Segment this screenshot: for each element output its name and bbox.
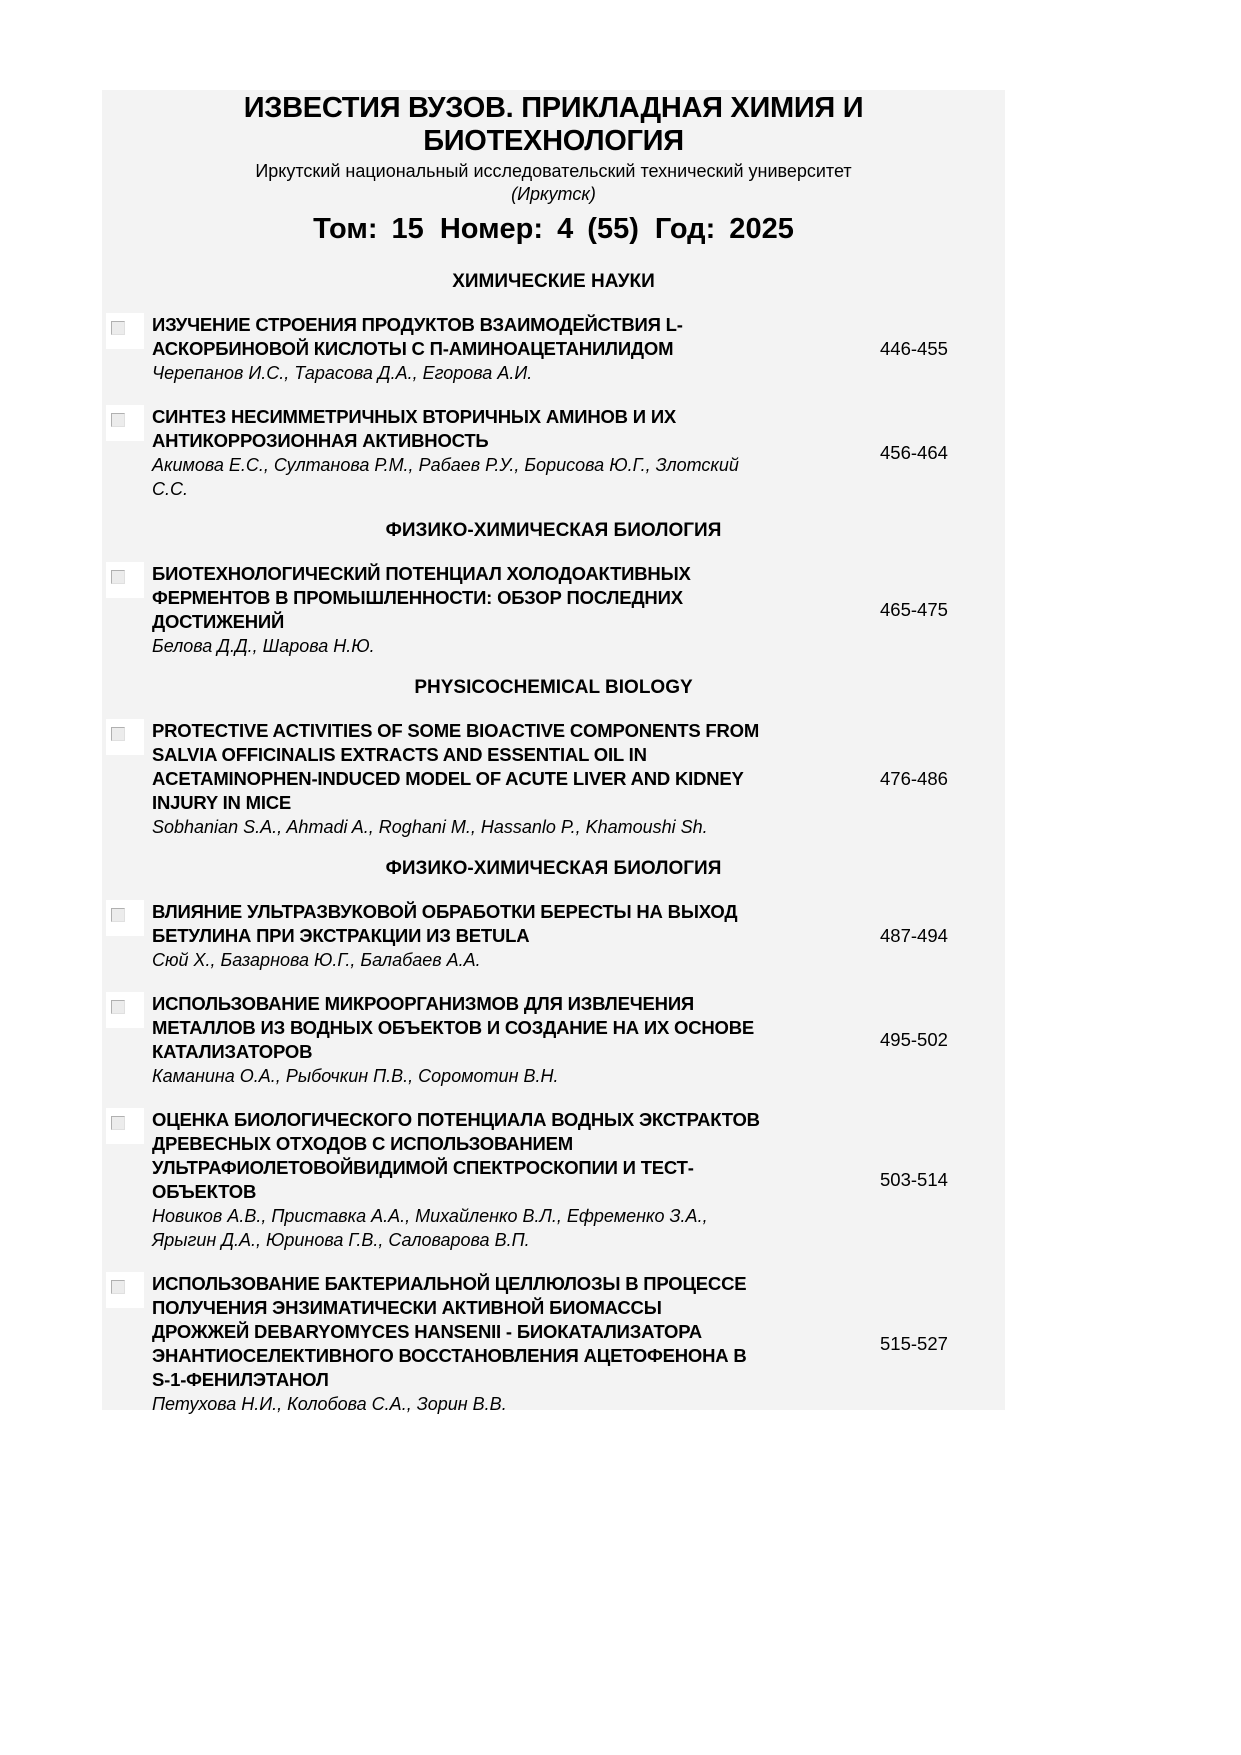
article-title-link[interactable]: МЕТАЛЛОВ ИЗ ВОДНЫХ ОБЪЕКТОВ И СОЗДАНИЕ НА ИХ ОСНОВЕ bbox=[152, 1017, 755, 1038]
journal-header bbox=[102, 92, 1005, 247]
article-body bbox=[152, 1108, 852, 1252]
checkbox-icon[interactable] bbox=[106, 313, 144, 349]
section-heading: PHYSICOCHEMICAL BIOLOGY bbox=[414, 677, 693, 698]
article-authors: Сюй Х., Базарнова Ю.Г., Балабаев А.А. bbox=[152, 950, 481, 970]
article-body bbox=[152, 405, 852, 501]
article-title-link[interactable]: КАТАЛИЗАТОРОВ bbox=[152, 1041, 313, 1062]
article-body bbox=[152, 562, 852, 658]
article-entry bbox=[102, 992, 1005, 1088]
journal-title-line: БИОТЕХНОЛОГИЯ bbox=[423, 125, 684, 157]
checkbox-icon[interactable] bbox=[106, 1272, 144, 1308]
volume: Том: 15 bbox=[313, 213, 424, 245]
article-title-link[interactable]: S-1-ФЕНИЛЭТАНОЛ bbox=[152, 1369, 329, 1390]
checkbox-glyph bbox=[111, 413, 125, 427]
section-heading: ХИМИЧЕСКИЕ НАУКИ bbox=[452, 271, 655, 292]
checkbox-glyph bbox=[111, 908, 125, 922]
article-title-link[interactable]: БИОТЕХНОЛОГИЧЕСКИЙ ПОТЕНЦИАЛ ХОЛОДОАКТИВНЫХ bbox=[152, 563, 691, 584]
article-authors: С.С. bbox=[152, 479, 188, 499]
section-heading: ФИЗИКО-ХИМИЧЕСКАЯ БИОЛОГИЯ bbox=[385, 858, 722, 879]
article-entry bbox=[102, 405, 1005, 501]
article-entry bbox=[102, 719, 1005, 839]
article-title-link[interactable]: PROTECTIVE ACTIVITIES OF SOME BIOACTIVE COMPONENTS FROM bbox=[152, 720, 760, 741]
article-title-link[interactable]: АНТИКОРРОЗИОННАЯ АКТИВНОСТЬ bbox=[152, 430, 489, 451]
section-articles bbox=[102, 562, 1005, 658]
checkbox-icon[interactable] bbox=[106, 562, 144, 598]
article-pages: 446-455 bbox=[880, 338, 948, 359]
article-pages: 465-475 bbox=[880, 599, 948, 620]
checkbox-glyph bbox=[111, 1280, 125, 1294]
article-authors: Новиков А.В., Приставка А.А., Михайленко В.Л., Ефременко З.А., bbox=[152, 1206, 708, 1226]
article-title-link[interactable]: ИСПОЛЬЗОВАНИЕ МИКРООРГАНИЗМОВ ДЛЯ ИЗВЛЕЧЕНИЯ bbox=[152, 993, 695, 1014]
checkbox-icon[interactable] bbox=[106, 992, 144, 1028]
article-pages: 515-527 bbox=[880, 1333, 948, 1354]
issue-contents bbox=[102, 90, 1005, 1414]
article-title-link[interactable]: ACETAMINOPHEN-INDUCED MODEL OF ACUTE LIVER AND KIDNEY bbox=[152, 768, 744, 789]
checkbox-icon[interactable] bbox=[106, 719, 144, 755]
article-title-link[interactable]: ПОЛУЧЕНИЯ ЭНЗИМАТИЧЕСКИ АКТИВНОЙ БИОМАССЫ bbox=[152, 1297, 662, 1318]
article-pages: 503-514 bbox=[880, 1169, 948, 1190]
article-title-link[interactable]: ИСПОЛЬЗОВАНИЕ БАКТЕРИАЛЬНОЙ ЦЕЛЛЮЛОЗЫ В ПРОЦЕССЕ bbox=[152, 1273, 747, 1294]
article-body bbox=[152, 992, 852, 1088]
article-entry bbox=[102, 313, 1005, 385]
article-authors: Каманина О.А., Рыбочкин П.В., Соромотин В.Н. bbox=[152, 1066, 559, 1086]
article-pages: 487-494 bbox=[880, 925, 948, 946]
checkbox-glyph bbox=[111, 570, 125, 584]
city: (Иркутск) bbox=[511, 184, 596, 204]
article-title-link[interactable]: ДРЕВЕСНЫХ ОТХОДОВ С ИСПОЛЬЗОВАНИЕМ bbox=[152, 1133, 573, 1154]
section-heading: ФИЗИКО-ХИМИЧЕСКАЯ БИОЛОГИЯ bbox=[385, 520, 722, 541]
section-articles bbox=[102, 719, 1005, 839]
journal-title-line: ИЗВЕСТИЯ ВУЗОВ. ПРИКЛАДНАЯ ХИМИЯ И bbox=[243, 92, 864, 124]
checkbox-glyph bbox=[111, 321, 125, 335]
article-authors: Петухова Н.И., Колобова С.А., Зорин В.В. bbox=[152, 1394, 507, 1414]
article-title-link[interactable]: ЭНАНТИОСЕЛЕКТИВНОГО ВОССТАНОВЛЕНИЯ АЦЕТОФЕНОНА В bbox=[152, 1345, 747, 1366]
article-title-link[interactable]: УЛЬТРАФИОЛЕТОВОЙВИДИМОЙ СПЕКТРОСКОПИИ И ТЕСТ- bbox=[152, 1157, 694, 1178]
article-title-link[interactable]: ВЛИЯНИЕ УЛЬТРАЗВУКОВОЙ ОБРАБОТКИ БЕРЕСТЫ НА ВЫХОД bbox=[152, 901, 738, 922]
article-body bbox=[152, 1272, 852, 1416]
checkbox-icon[interactable] bbox=[106, 405, 144, 441]
article-title-link[interactable]: ДОСТИЖЕНИЙ bbox=[152, 611, 285, 632]
issue-info bbox=[102, 211, 1005, 247]
article-title-link[interactable]: INJURY IN MICE bbox=[152, 792, 292, 813]
article-authors: Sobhanian S.A., Ahmadi A., Roghani M., Hassanlo P., Khamoushi Sh. bbox=[152, 817, 708, 837]
article-title-link[interactable]: SALVIA OFFICINALIS EXTRACTS AND ESSENTIAL OIL IN bbox=[152, 744, 647, 765]
checkbox-icon[interactable] bbox=[106, 1108, 144, 1144]
article-title-link[interactable]: АСКОРБИНОВОЙ КИСЛОТЫ С П-АМИНОАЦЕТАНИЛИДОМ bbox=[152, 338, 674, 359]
article-pages: 495-502 bbox=[880, 1029, 948, 1050]
article-pages: 476-486 bbox=[880, 768, 948, 789]
article-body bbox=[152, 719, 852, 839]
checkbox-icon[interactable] bbox=[106, 900, 144, 936]
article-authors: Ярыгин Д.А., Юринова Г.В., Саловарова В.П. bbox=[152, 1230, 530, 1250]
table-of-contents bbox=[102, 270, 1005, 1416]
year: Год: 2025 bbox=[654, 213, 794, 245]
article-title-link[interactable]: ОБЪЕКТОВ bbox=[152, 1181, 257, 1202]
article-title-link[interactable]: ФЕРМЕНТОВ В ПРОМЫШЛЕННОСТИ: ОБЗОР ПОСЛЕДНИХ bbox=[152, 587, 683, 608]
article-title-link[interactable]: БЕТУЛИНА ПРИ ЭКСТРАКЦИИ ИЗ BETULA bbox=[152, 925, 530, 946]
article-body bbox=[152, 313, 852, 385]
checkbox-glyph bbox=[111, 1000, 125, 1014]
article-entry bbox=[102, 562, 1005, 658]
issue-number: Номер: 4 (55) bbox=[439, 213, 639, 245]
section-articles bbox=[102, 900, 1005, 1416]
article-authors: Черепанов И.С., Тарасова Д.А., Егорова А.И. bbox=[152, 363, 533, 383]
article-authors: Белова Д.Д., Шарова Н.Ю. bbox=[152, 636, 375, 656]
checkbox-glyph bbox=[111, 727, 125, 741]
article-authors: Акимова Е.С., Султанова Р.М., Рабаев Р.У., Борисова Ю.Г., Злотский bbox=[152, 455, 739, 475]
article-title-link[interactable]: ИЗУЧЕНИЕ СТРОЕНИЯ ПРОДУКТОВ ВЗАИМОДЕЙСТВИЯ L- bbox=[152, 314, 683, 335]
checkbox-glyph bbox=[111, 1116, 125, 1130]
article-entry bbox=[102, 900, 1005, 972]
article-title-link[interactable]: ДРОЖЖЕЙ DEBARYOMYCES HANSENII - БИОКАТАЛИЗАТОРА bbox=[152, 1321, 702, 1342]
article-entry bbox=[102, 1108, 1005, 1252]
article-body bbox=[152, 900, 852, 972]
article-title-link[interactable]: СИНТЕЗ НЕСИММЕТРИЧНЫХ ВТОРИЧНЫХ АМИНОВ И ИХ bbox=[152, 406, 677, 427]
journal-title bbox=[102, 92, 1005, 158]
article-pages: 456-464 bbox=[880, 442, 948, 463]
article-title-link[interactable]: ОЦЕНКА БИОЛОГИЧЕСКОГО ПОТЕНЦИАЛА ВОДНЫХ ЭКСТРАКТОВ bbox=[152, 1109, 760, 1130]
article-entry bbox=[102, 1272, 1005, 1416]
section-articles bbox=[102, 313, 1005, 501]
organization: Иркутский национальный исследовательский технический университет bbox=[255, 161, 852, 181]
